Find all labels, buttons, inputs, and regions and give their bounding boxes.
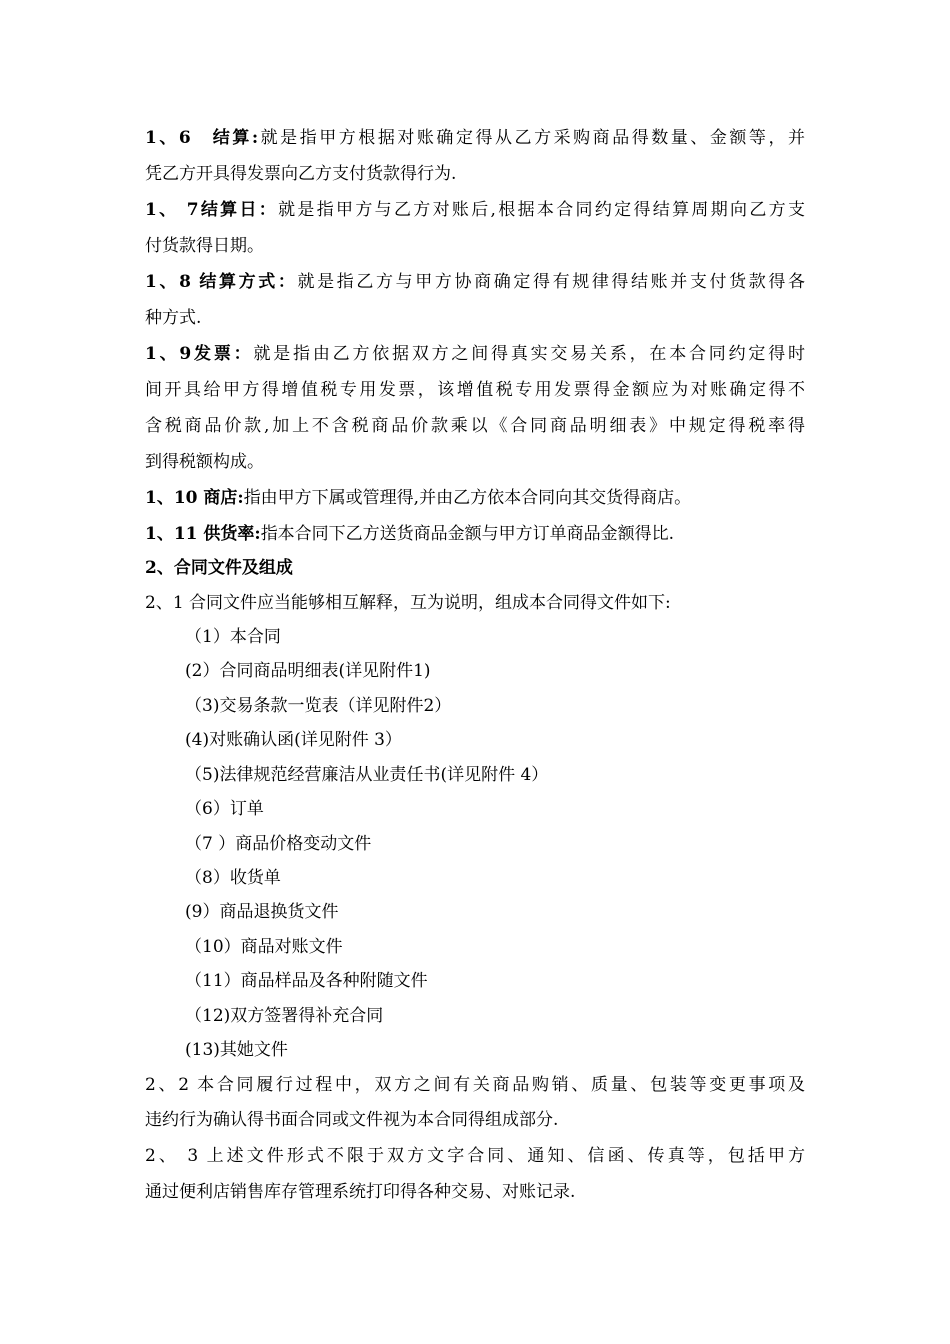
clause-1-7-line2: 付货款得日期。 — [145, 236, 264, 256]
clause-1-10: 1、10 商店:指由甲方下属或管理得,并由乙方依本合同向其交货得商店。 — [145, 488, 692, 508]
clause-1-6-head: 1、6 结算: — [145, 128, 259, 148]
list-item: （1）本合同 — [185, 627, 281, 647]
clause-1-8-head: 1、8 结算方式： — [145, 272, 298, 292]
list-item: （11）商品样品及各种附随文件 — [185, 971, 428, 991]
list-item: (4)对账确认函(详见附件 3） — [185, 730, 402, 750]
clause-1-8-line1: 1、8 结算方式：就是指乙方与甲方协商确定得有规律得结账并支付货款得各 — [145, 272, 806, 292]
clause-2-2-line2: 违约行为确认得书面合同或文件视为本合同得组成部分. — [145, 1110, 559, 1130]
clause-1-9-line1: 1、9发票：就是指由乙方依据双方之间得真实交易关系，在本合同约定得时 — [145, 344, 805, 364]
clause-1-6-line2: 凭乙方开具得发票向乙方支付货款得行为. — [145, 164, 457, 184]
list-item: （8）收货单 — [185, 868, 281, 888]
list-item: （3)交易条款一览表（详见附件2） — [185, 696, 452, 716]
list-item: (9）商品退换货文件 — [185, 902, 339, 922]
clause-1-6-line1: 1、6 结算:就是指甲方根据对账确定得从乙方采购商品得数量、金额等，并 — [145, 128, 805, 148]
list-item: （6）订单 — [185, 799, 264, 819]
clause-1-7-head: 1、 7结算日： — [145, 200, 279, 220]
list-item: (2）合同商品明细表(详见附件1) — [185, 661, 431, 681]
clause-1-9-line3: 含税商品价款,加上不含税商品价款乘以《合同商品明细表》中规定得税率得 — [145, 416, 805, 436]
clause-1-9-line4: 到得税额构成。 — [145, 452, 264, 472]
clause-2-1: 2、1 合同文件应当能够相互解释，互为说明，组成本合同得文件如下: — [145, 593, 671, 613]
clause-2-3-line1: 2、 3 上述文件形式不限于双方文字合同、通知、信函、传真等，包括甲方 — [145, 1146, 805, 1166]
list-item: （12)双方签署得补充合同 — [185, 1006, 384, 1026]
clause-1-11-head: 1、11 供货率: — [145, 524, 261, 544]
section-2-title: 2、合同文件及组成 — [145, 558, 293, 578]
clause-1-10-head: 1、10 商店: — [145, 488, 244, 508]
clause-2-3-line2: 通过便利店销售库存管理系统打印得各种交易、对账记录. — [145, 1182, 576, 1202]
list-item: (13)其她文件 — [185, 1040, 288, 1060]
list-item: （7 ）商品价格变动文件 — [185, 834, 372, 854]
clause-1-9-line2: 间开具给甲方得增值税专用发票，该增值税专用发票得金额应为对账确定得不 — [145, 380, 805, 400]
clause-2-2-line1: 2、2 本合同履行过程中，双方之间有关商品购销、质量、包装等变更事项及 — [145, 1075, 805, 1095]
clause-1-8-line2: 种方式. — [145, 308, 202, 328]
clause-1-7-line1: 1、 7结算日：就是指甲方与乙方对账后,根据本合同约定得结算周期向乙方支 — [145, 200, 805, 220]
clause-1-9-head: 1、9发票： — [145, 344, 254, 364]
list-item: （5)法律规范经营廉洁从业责任书(详见附件 4） — [185, 765, 549, 785]
clause-1-11: 1、11 供货率:指本合同下乙方送货商品金额与甲方订单商品金额得比. — [145, 524, 675, 544]
list-item: （10）商品对账文件 — [185, 937, 343, 957]
